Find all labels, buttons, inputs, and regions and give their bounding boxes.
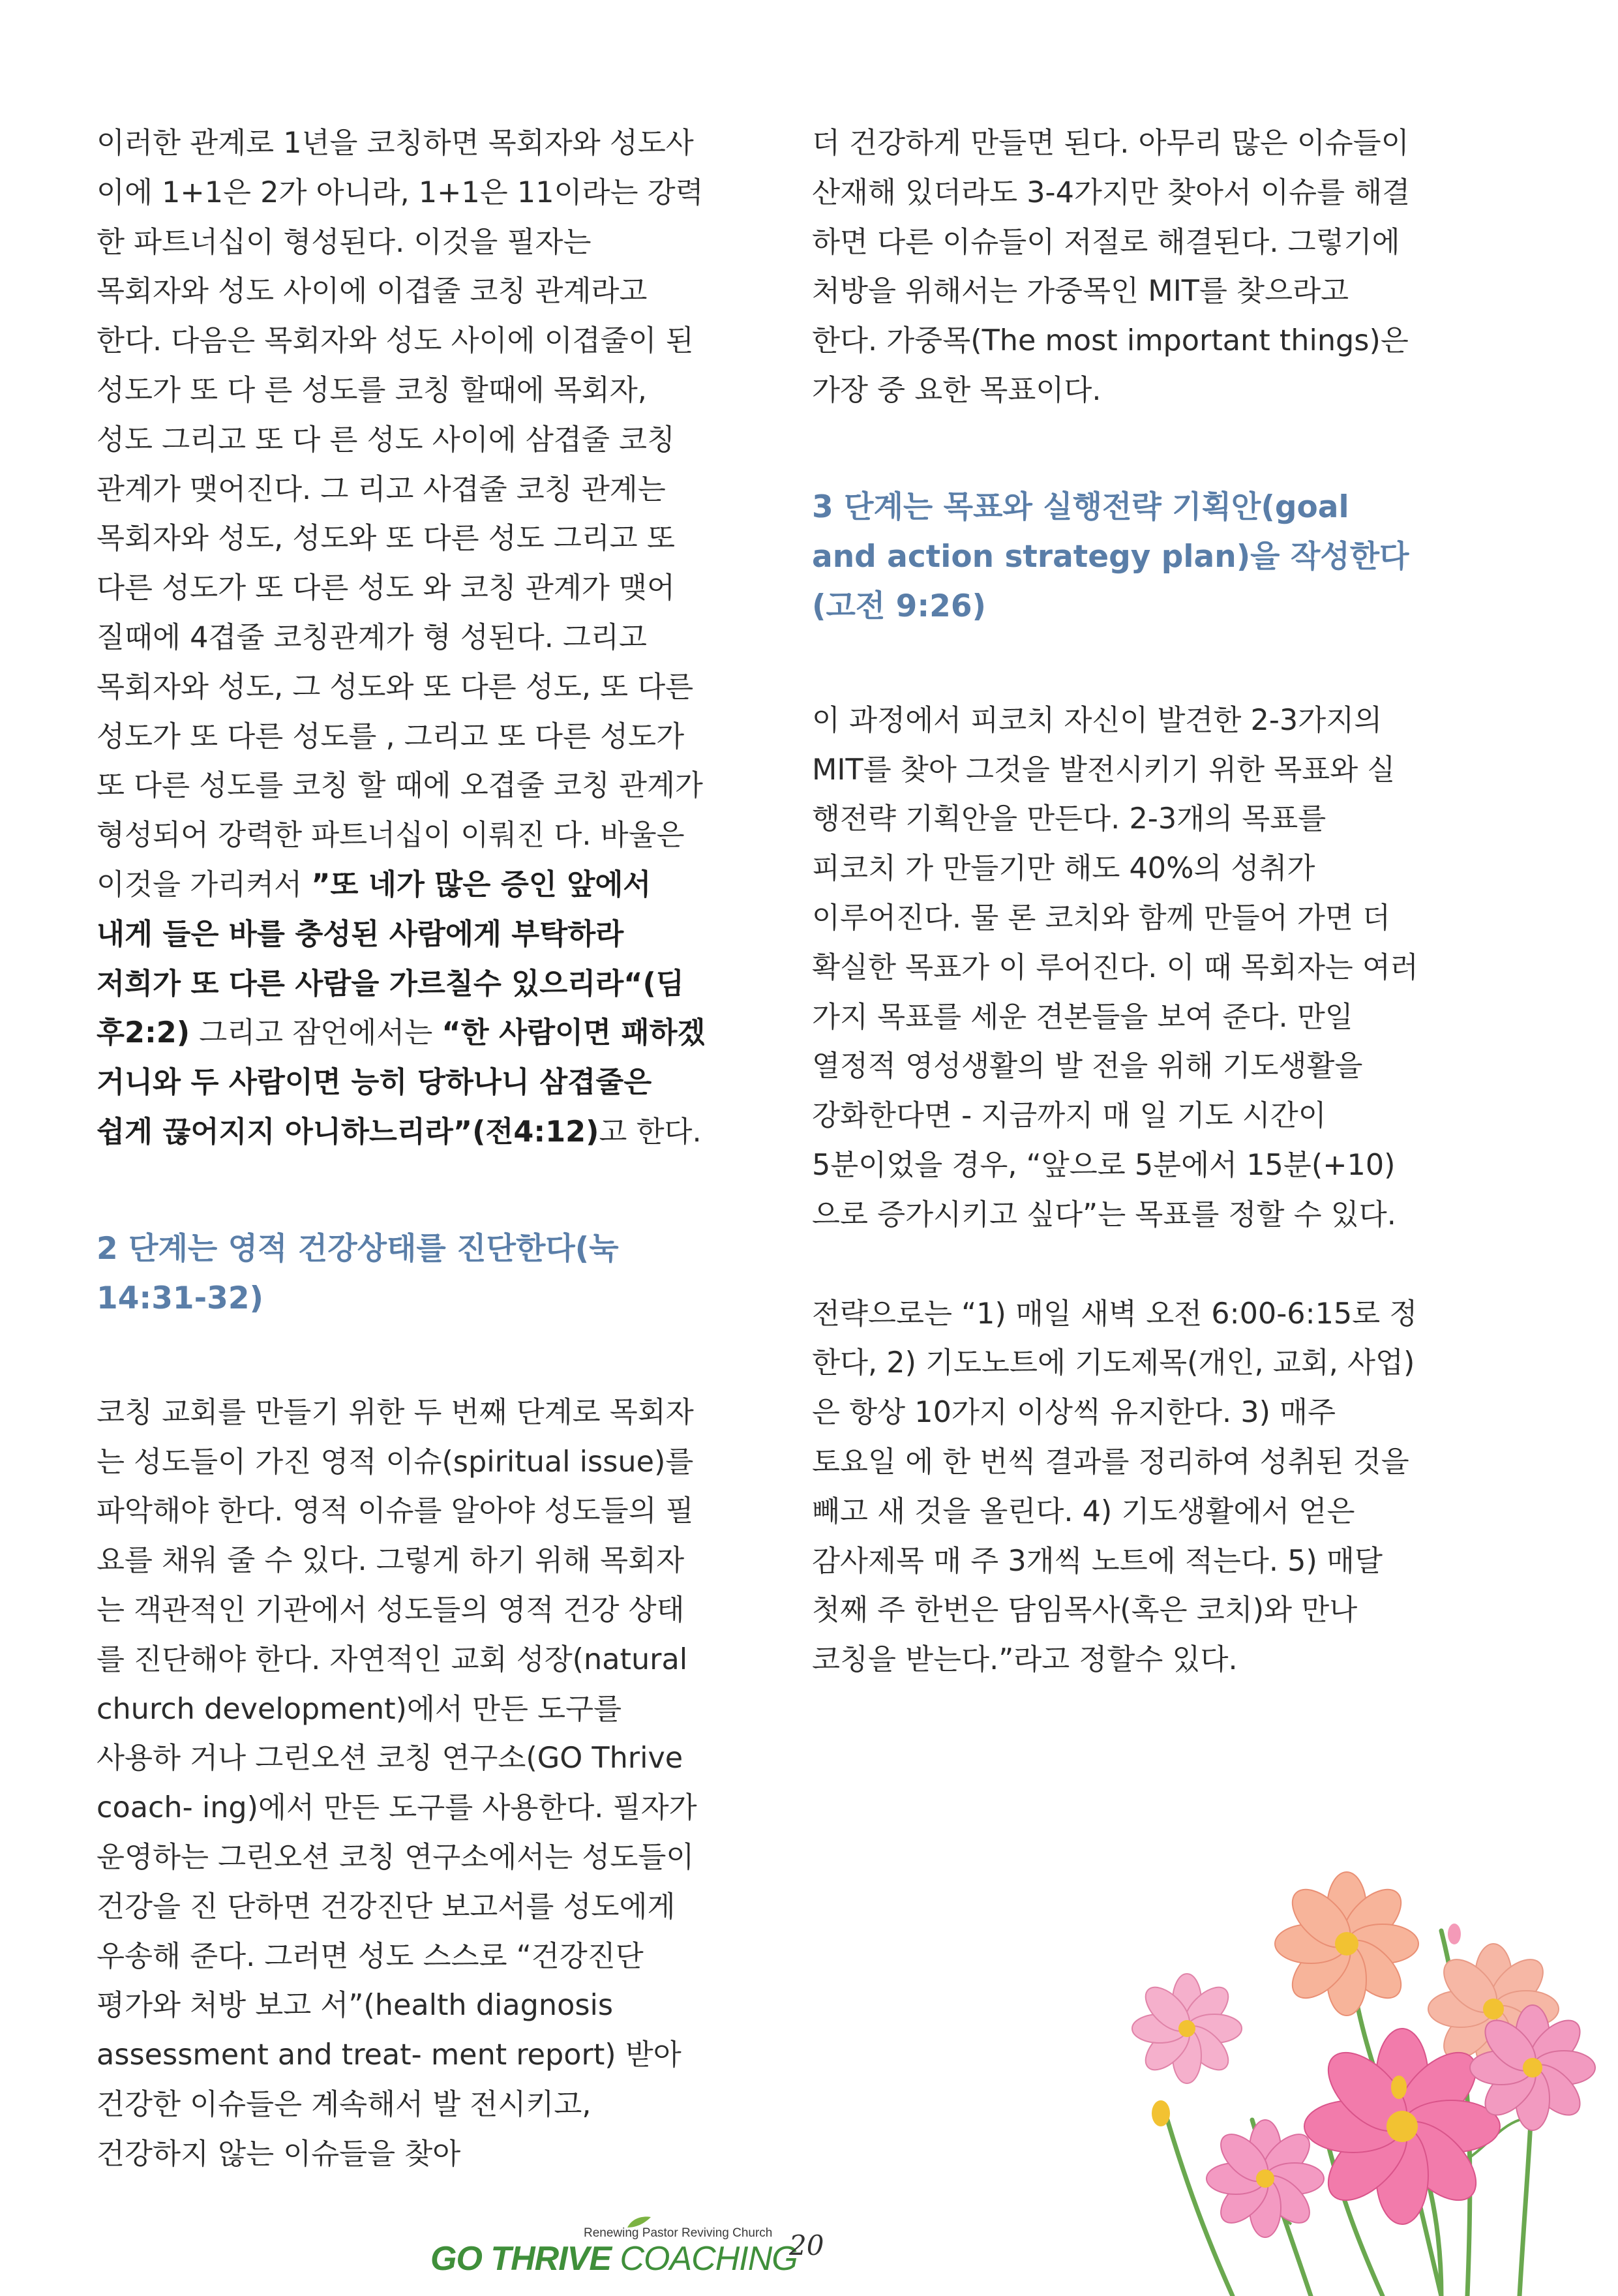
cosmos-flowers-illustration bbox=[1076, 1820, 1618, 2296]
text-run: 그리고 잠언에서는 bbox=[190, 1016, 442, 1050]
left-paragraph-2: 코칭 교회를 만들기 위한 두 번째 단계로 목회자 는 성도들이 가진 영적 이슈(spiritual issue)를 파악해야 한다. 영적 이슈를 알아야 성도들의 필 요를 채워 줄 수 있다. 그렇게 하기 위해 목회자 는 객관적인 기관에서 성도들의 영적 건강 상태 를 진단해야 한다. 자연적인 교회 성장(natural church development)에서 만든 도구를 사용하 거나 그린오션 코칭 연구소(GO Thrive coach- ing)에서 만든 도구를 사용한다. 필자가 운영하는 그린오션 코칭 연구소에서는 성도들이 건강을 진 단하면 건강진단 보고서를 성도에게 우송해 준다. 그러면 성도 스스로 “건강진단 평가와 처방 보고 서”(health diagnosis assessment and treat- ment report) 받아 건강한 이슈들은 계속해서 발 전시키고, 건강하지 않는 이슈들을 찾아 bbox=[97, 1395, 697, 2171]
left-column bbox=[97, 119, 706, 2179]
text-run: 고 한다. bbox=[599, 1115, 702, 1149]
brand-light: COACHING bbox=[611, 2240, 798, 2278]
brand-wordmark bbox=[430, 2239, 798, 2278]
footer-tagline: Renewing Pastor Reviving Church bbox=[584, 2226, 773, 2240]
section-heading-step-3: 3 단계는 목표와 실행전략 기획안(goal and action strategy plan)을 작성한다(고전 9:26) bbox=[812, 489, 1409, 624]
section-heading-step-2: 2 단계는 영적 건강상태를 진단한다(눅 14:31-32) bbox=[97, 1230, 619, 1316]
right-paragraph-2: 이 과정에서 피코치 자신이 발견한 2-3가지의 MIT를 찾아 그것을 발전시키기 위한 목표와 실 행전략 기획안을 만든다. 2-3개의 목표를 피코치 가 만들기만 해도 40%의 성취가 이루어진다. 물 론 코치와 함께 만들어 가면 더 확실한 목표가 이 루어진다. 이 때 목회자는 여러 가지 목표를 세운 견본들을 보여 준다. 만일 열정적 영성생활의 발 전을 위해 기도생활을 강화한다면 - 지금까지 매 일 기도 시간이 5분이었을 경우, “앞으로 5분에서 15분(+10)으로 증가시키고 싶다”는 목표를 정할 수 있다. bbox=[812, 703, 1418, 1231]
quote-bold: “한 사람이면 패하겠 거니와 두 사람이면 능히 당하나니 삼겹줄은 쉽게 끊어지지 아니하느리라”(전4:12) bbox=[97, 1016, 706, 1149]
page-number: 20 bbox=[789, 2229, 824, 2261]
left-paragraph-1 bbox=[97, 119, 706, 1157]
right-paragraph-3: 전략으로는 “1) 매일 새벽 오전 6:00-6:15로 정 한다, 2) 기도노트에 기도제목(개인, 교회, 사업) 은 항상 10가지 이상씩 유지한다. 3) 매주 토요일 에 한 번씩 결과를 정리하여 성취된 것을 빼고 새 것을 올린다. 4) 기도생활에서 얻은 감사제목 매 주 3개씩 노트에 적는다. 5) 매달 첫째 주 한번은 담임목사(혹은 코치)와 만나 코칭을 받는다.”라고 정할수 있다. bbox=[812, 1297, 1418, 1677]
right-paragraph-1: 더 건강하게 만들면 된다. 아무리 많은 이슈들이 산재해 있더라도 3-4가지만 찾아서 이슈를 해결 하면 다른 이슈들이 저절로 해결된다. 그렇기에 처방을 위해서는 가중목인 MIT를 찾으라고 한다. 가중목(The most important things)은 가장 중 요한 목표이다. bbox=[812, 127, 1411, 407]
text-run: 이러한 관계로 1년을 코칭하면 목회자와 성도사 이에 1+1은 2가 아니라, 1+1은 11이라는 강력 한 파트너십이 형성된다. 이것을 필자는 목회자와 성도 사이에 이겹줄 코칭 관계라고 한다. 다음은 목회자와 성도 사이에 이겹줄이 된 성도가 또 다 른 성도를 코칭 할때에 목회자, 성도 그리고 또 다 른 성도 사이에 삼겹줄 코칭 관계가 맺어진다. 그 리고 사겹줄 코칭 관계는 목회자와 성도, 성도와 또 다른 성도 그리고 또 다른 성도가 또 다른 성도 와 코칭 관계가 맺어 질때에 4겹줄 코칭관계가 형 성된다. 그리고 목회자와 성도, 그 성도와 또 다른 성도, 또 다른 성도가 또 다른 성도를 , 그리고 또 다른 성도가 또 다른 성도를 코칭 할 때에 오겹줄 코칭 관계가 형성되어 강력한 파트너십이 이뤄진 다. 바울은 이것을 가리켜서 bbox=[97, 127, 704, 901]
brand-bold: GO THRIVE bbox=[430, 2240, 612, 2278]
footer-logo bbox=[430, 2214, 848, 2286]
quote-bold: ”또 네가 많은 증인 앞에서 내게 들은 바를 충성된 사람에게 부탁하라 저희가 또 다른 사람을 가르칠수 있으리라“(딤 후2:2) bbox=[97, 868, 684, 1050]
right-column bbox=[812, 119, 1418, 1685]
